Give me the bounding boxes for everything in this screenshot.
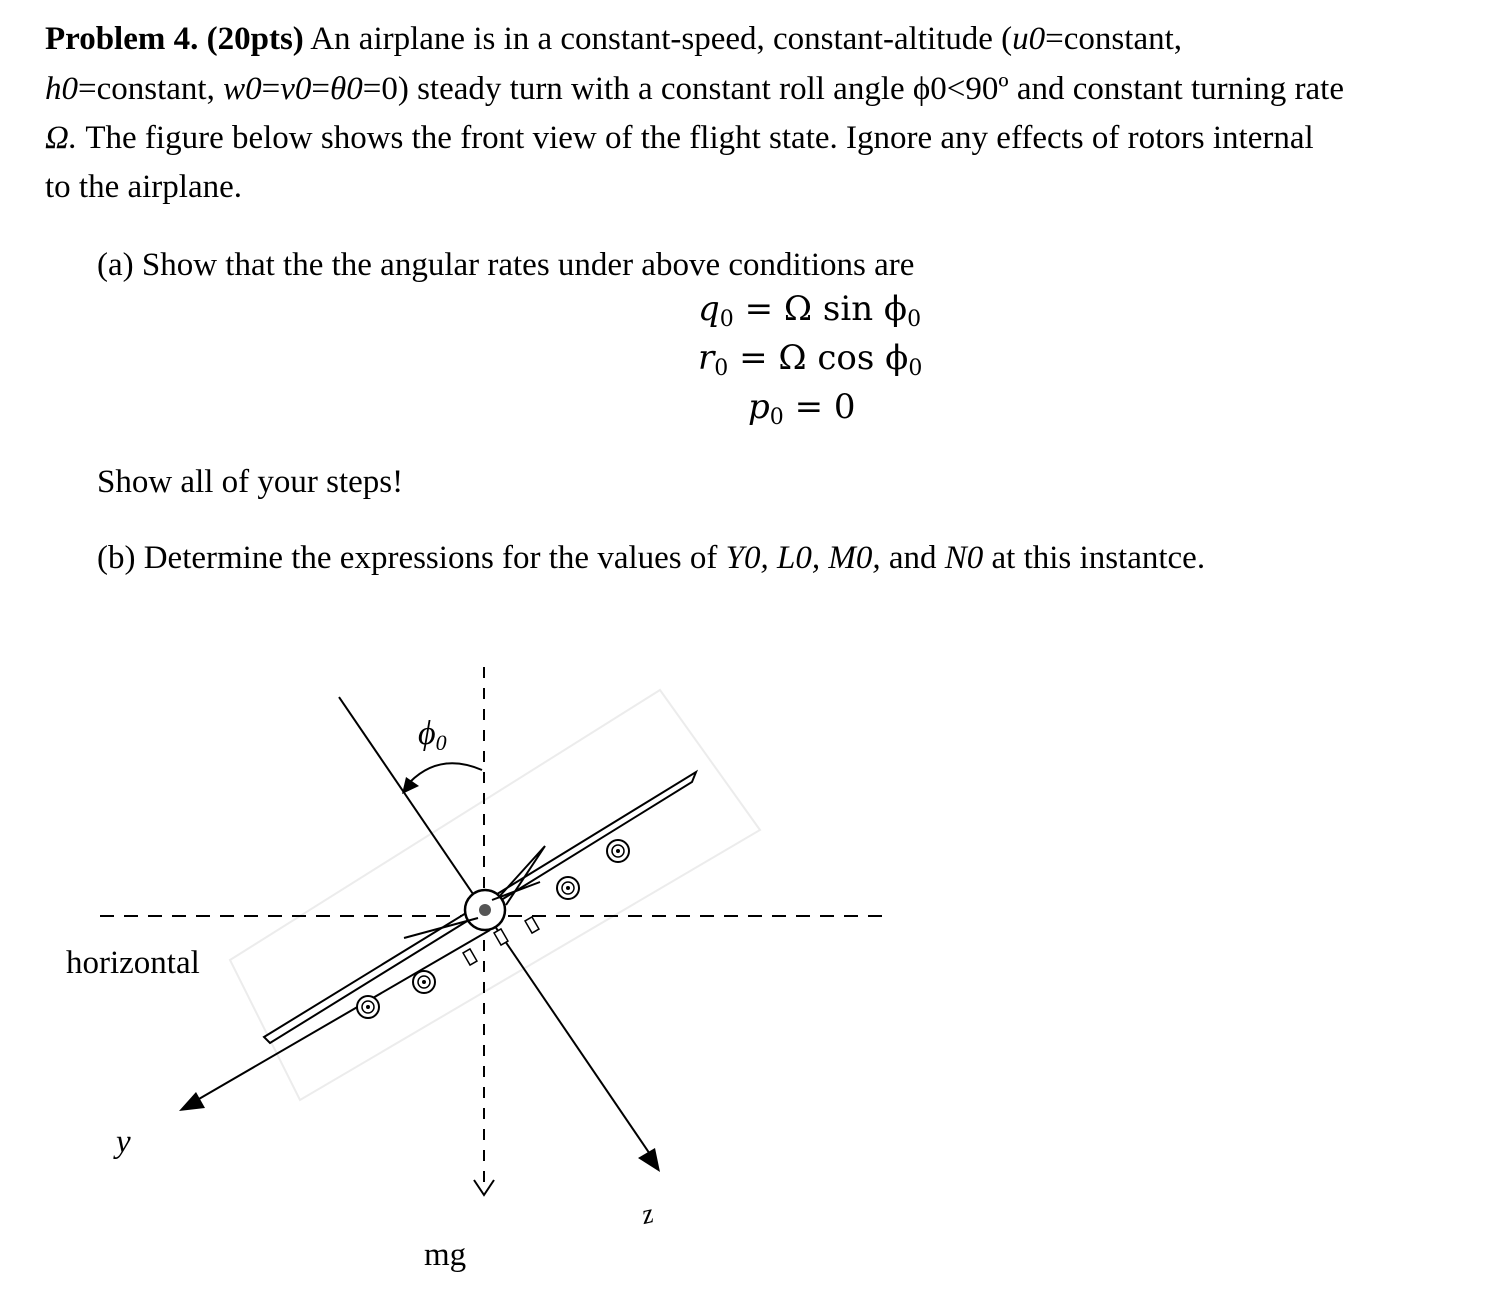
mg-label: mg — [424, 1237, 467, 1273]
q-rhs: = Ω sin ϕ — [744, 289, 908, 329]
M0-symbol: M0, — [828, 540, 881, 576]
N0-symbol: N0 — [944, 540, 984, 576]
y-axis-label: y — [116, 1124, 131, 1160]
problem-line1-end: =constant, — [1045, 21, 1183, 57]
equals-3: =0) — [362, 71, 409, 107]
w0-symbol: w0 — [223, 71, 262, 107]
Y0-symbol: Y0, — [725, 540, 769, 576]
fuselage-inner — [479, 904, 491, 916]
p-rhs: = 0 — [794, 387, 856, 427]
problem-line-4: to the airplane. — [45, 169, 243, 205]
phi-subscript-q: 0 — [907, 307, 922, 332]
phi-angle-arc — [410, 763, 482, 782]
mg-arrowhead — [474, 1180, 494, 1195]
horizontal-label: horizontal — [66, 945, 200, 981]
steps-instruction: Show all of your steps! — [97, 464, 404, 500]
q-subscript: 0 — [719, 307, 734, 332]
p-subscript: 0 — [769, 405, 784, 430]
r-rhs: = Ω cos ϕ — [739, 338, 909, 378]
h0-symbol: h0 — [45, 71, 78, 107]
phi-subscript-r: 0 — [908, 356, 923, 381]
r-symbol: r — [698, 338, 715, 378]
p-symbol: p — [748, 387, 770, 427]
equals-1: = — [261, 71, 281, 107]
u0-symbol: u0 — [1012, 21, 1046, 57]
engine-inner-right — [557, 877, 579, 899]
problem-heading: Problem 4. (20pts) — [45, 21, 304, 57]
problem-line3-text: The figure below shows the front view of the flight state. Ignore any effects of rotors internal — [77, 120, 1314, 156]
z-axis-arrowhead — [638, 1148, 660, 1172]
part-a-text: (a) Show that the the angular rates under above conditions are — [97, 247, 915, 283]
engine-inner-left — [413, 971, 435, 993]
theta0-symbol: θ0 — [330, 71, 363, 107]
problem-line2-a: =constant, — [78, 71, 224, 107]
and-word: and — [888, 540, 937, 576]
v0-symbol: v0 — [280, 71, 312, 107]
engine-outer-left — [357, 996, 379, 1018]
problem-line2-b: steady turn with a constant roll angle ϕ0<90º and constant turning rate — [408, 71, 1344, 107]
y-axis-arrowhead — [179, 1092, 205, 1111]
part-b-suffix: at this instantce. — [983, 540, 1206, 576]
engine-outer-right — [607, 840, 629, 862]
phi-arc-arrowhead — [402, 777, 419, 794]
L0-symbol: L0, — [777, 540, 821, 576]
problem-line1-text: An airplane is in a constant-speed, constant-altitude ( — [310, 21, 1013, 57]
equals-2: = — [311, 71, 331, 107]
r-subscript: 0 — [714, 356, 729, 381]
z-axis-label: z — [639, 1198, 657, 1231]
part-b-prefix: (b) Determine the expressions for the values of — [97, 540, 726, 576]
omega-symbol: Ω. — [45, 120, 78, 156]
phi-label: ϕ0 — [418, 715, 447, 755]
q-symbol: q — [698, 289, 720, 329]
z-axis — [339, 697, 654, 1160]
